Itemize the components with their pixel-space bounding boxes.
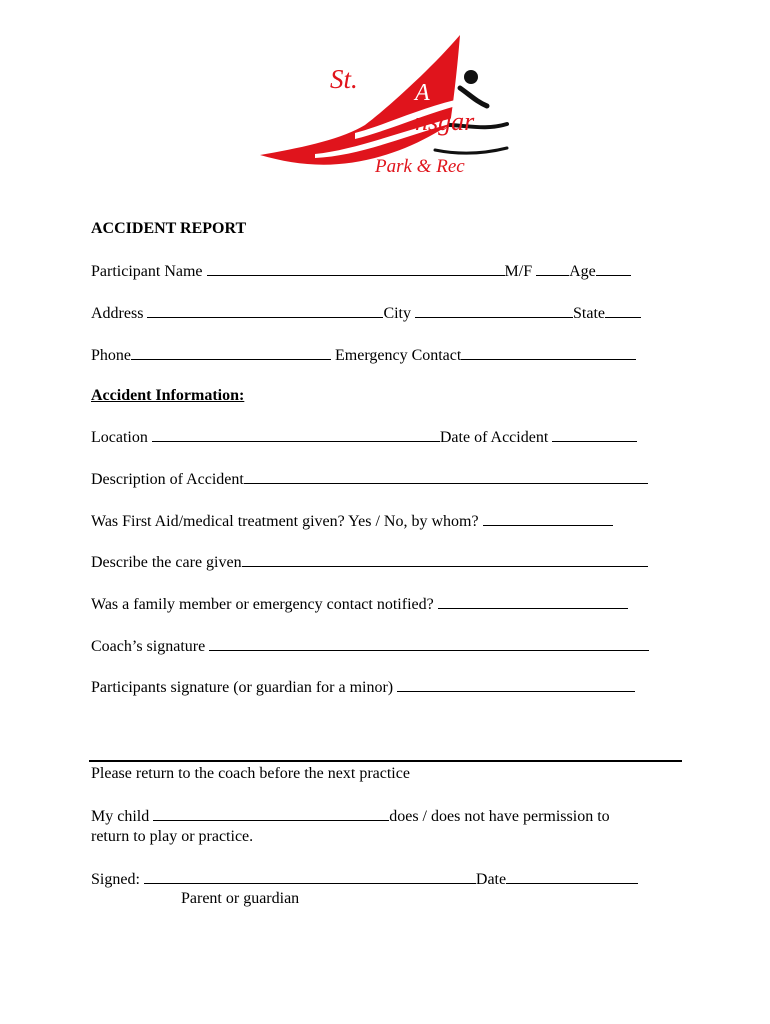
- logo-st-text: St.: [330, 64, 358, 94]
- emergency-contact-field[interactable]: [461, 345, 636, 360]
- first-aid-label: Was First Aid/medical treatment given? Yes / No, by whom?: [91, 513, 479, 530]
- phone-row: [91, 345, 636, 366]
- date-of-accident-label: Date of Accident: [439, 429, 549, 446]
- my-child-label: My child: [91, 808, 150, 825]
- parent-guardian-caption: Parent or guardian: [181, 890, 300, 907]
- participant-row: [91, 261, 631, 282]
- city-field[interactable]: [415, 303, 573, 318]
- phone-field[interactable]: [131, 345, 331, 360]
- location-label: Location: [91, 429, 148, 446]
- care-field[interactable]: [242, 552, 648, 567]
- participant-signature-label: Participants signature (or guardian for a minor): [91, 679, 394, 696]
- location-field[interactable]: [152, 427, 440, 442]
- state-field[interactable]: [605, 303, 641, 318]
- description-label: Description of Accident: [91, 471, 244, 488]
- address-row: [91, 303, 641, 324]
- mf-field[interactable]: [536, 261, 569, 276]
- participant-name-field[interactable]: [207, 261, 505, 276]
- first-aid-field[interactable]: [483, 511, 613, 526]
- permission-text: does / does not have permission to: [389, 808, 610, 825]
- participant-name-label: Participant Name: [91, 263, 203, 280]
- location-row: [91, 427, 637, 448]
- state-label: State: [573, 305, 605, 322]
- signed-label: Signed:: [91, 871, 140, 888]
- city-label: City: [383, 305, 411, 322]
- coach-signature-field[interactable]: [209, 636, 649, 651]
- section-divider: [89, 760, 682, 762]
- date-of-accident-field[interactable]: [552, 427, 637, 442]
- section-heading: Accident Information:: [91, 387, 245, 404]
- page-title: ACCIDENT REPORT: [91, 220, 247, 237]
- care-row: [91, 552, 648, 573]
- participant-signature-row: [91, 677, 635, 698]
- logo-a-letter: A: [415, 80, 430, 106]
- logo-tagline-text: Park & Rec: [375, 156, 465, 177]
- phone-label: Phone: [91, 347, 131, 364]
- mf-label: M/F: [504, 263, 533, 280]
- first-aid-row: [91, 511, 613, 532]
- coach-signature-label: Coach’s signature: [91, 638, 206, 655]
- description-row: [91, 469, 648, 490]
- family-notified-label: Was a family member or emergency contact notified?: [91, 596, 434, 613]
- coach-row: [91, 636, 649, 657]
- age-field[interactable]: [596, 261, 631, 276]
- family-notified-field[interactable]: [438, 594, 628, 609]
- logo-figure-head: [464, 70, 478, 84]
- participant-signature-field[interactable]: [397, 677, 635, 692]
- signed-row: [91, 869, 638, 890]
- age-label: Age: [569, 263, 596, 280]
- address-label: Address: [91, 305, 144, 322]
- signed-date-field[interactable]: [506, 869, 638, 884]
- family-row: [91, 594, 628, 615]
- permission-line2: return to play or practice.: [91, 828, 254, 845]
- st-ansgar-logo: [255, 30, 515, 190]
- emergency-contact-label: Emergency Contact: [335, 347, 462, 364]
- logo-figure-body: [460, 88, 487, 106]
- permission-row: [91, 806, 610, 827]
- description-field[interactable]: [244, 469, 648, 484]
- care-label: Describe the care given: [91, 554, 242, 571]
- return-note: Please return to the coach before the next practice: [91, 765, 410, 782]
- signed-date-label: Date: [475, 871, 507, 888]
- parent-signature-field[interactable]: [144, 869, 476, 884]
- child-name-field[interactable]: [153, 806, 389, 821]
- address-field[interactable]: [147, 303, 383, 318]
- logo-nsgar-text: nsgar: [415, 107, 475, 136]
